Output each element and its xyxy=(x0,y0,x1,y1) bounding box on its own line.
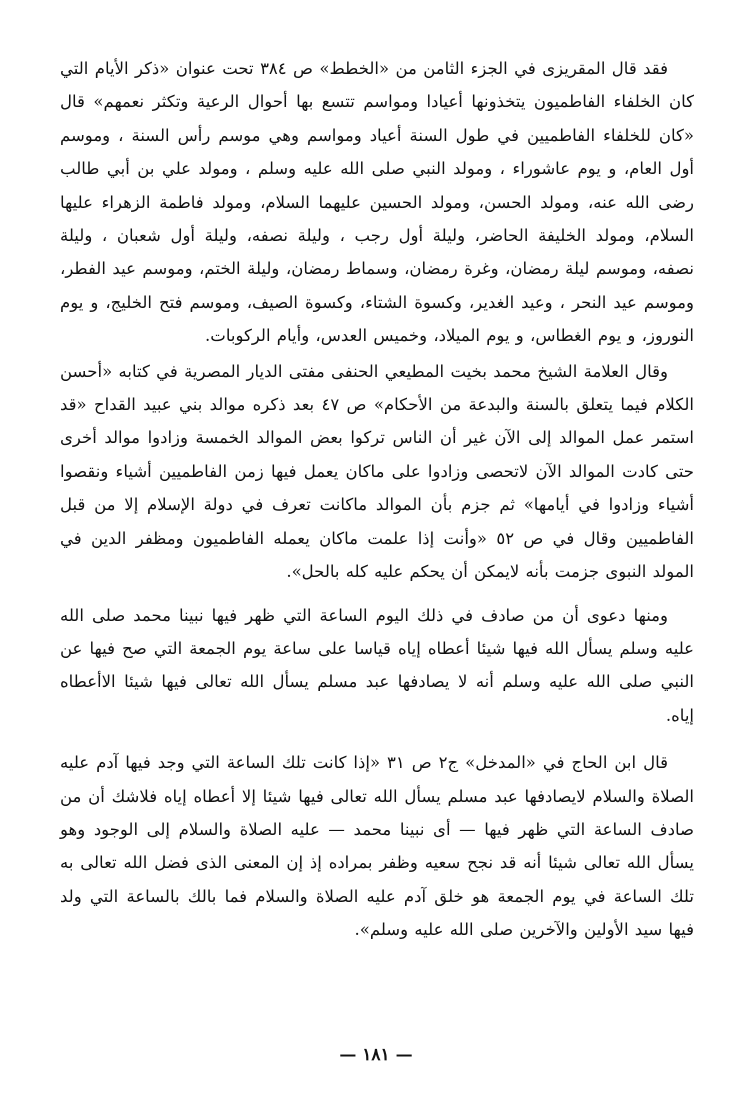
page-number: — ١٨١ — xyxy=(339,1045,413,1065)
paragraph-ibn-alhajj: قال ابن الحاج في «المدخل» ج٢ ص ٣١ «إذا كانت تلك الساعة التي وجد فيها آدم عليه الصلاة والسلام لايصادفها عبد مسلم يسأل الله تعالى فيها شيئا إلا أعطاه إياه فلاشك أن من صادف الساعة التي ظهر فيها — أى نبينا محمد — عليه الصلاة والسلام إلى الوجود وهو يسأل الله تعالى شيئا أنه قد نجح سعيه وظفر بمراده إذ إن المعنى الذى فضل الله تعالى به تلك الساعة في يوم الجمعة هو خلق آدم عليه الصلاة والسلام فما بالك بالساعة التي ولد فيها سيد الأولين والآخرين صلى الله عليه وسلم». xyxy=(60,753,694,940)
page-text xyxy=(60,52,694,1052)
paragraph-maqrizi: فقد قال المقريزى في الجزء الثامن من «الخطط» ص ٣٨٤ تحت عنوان «ذكر الأيام التي كان الخلفاء الفاطميون يتخذونها أعيادا ومواسم تتسع بها أحوال الرعية وتكثر نعمهم» قال «كان للخلفاء الفاطميين في طول السنة أعياد ومواسم وهي موسم رأس السنة ، وموسم أول العام، و يوم عاشوراء ، ومولد النبي صلى الله عليه وسلم ، ومولد علي بن أبي طالب رضى الله عنه، ومولد الحسن، ومولد الحسين عليهما السلام، ومولد فاطمة الزهراء عليها السلام، ومولد الخليفة الحاضر، وليلة أول رجب ، وليلة نصفه، وليلة أول شعبان ، وليلة نصفه، وموسم ليلة رمضان، وغرة رمضان، وسماط رمضان، وليلة الختم، وموسم عيد الفطر، وموسم عيد النحر ، وعيد الغدير، وكسوة الشتاء، وكسوة الصيف، وموسم فتح الخليج، و يوم النوروز، و يوم الغطاس، و يوم الميلاد، وخميس العدس، وأيام الركوبات. xyxy=(60,59,694,346)
paragraph-bakhit: وقال العلامة الشيخ محمد بخيت المطيعي الحنفى مفتى الديار المصرية في كتابه «أحسن الكلام فيما يتعلق بالسنة والبدعة من الأحكام» ص ٤٧ بعد ذكره موالد بني عبيد القداح «قد استمر عمل الموالد إلى الآن غير أن الناس تركوا بعض الموالد الخمسة وزادوا موالد أخرى حتى كادت الموالد الآن لاتحصى وزادوا على ماكان يعمل فيها زمن الفاطميين أشياء ونقصوا أشياء وزادوا في أيامها» ثم جزم بأن الموالد ماكانت تعرف في دولة الإسلام إلا من قبل الفاطميين وقال في ص ٥٢ «وأنت إذا علمت ماكان يعمله الفاطميون ومظفر الدين في المولد النبوى جزمت بأنه لايمكن أن يحكم عليه كله بالحل». xyxy=(60,361,694,582)
paragraph-claim: ومنها دعوى أن من صادف في ذلك اليوم الساعة التي ظهر فيها نبينا محمد صلى الله عليه وسلم يسأل الله فيها شيئا أعطاه إياه قياسا على ساعة يوم الجمعة التي صح فيها عن النبي صلى الله عليه وسلم أنه لا يصادفها عبد مسلم يسأل الله تعالى فيها شيئا الاأعطاه إياه. xyxy=(60,605,694,725)
